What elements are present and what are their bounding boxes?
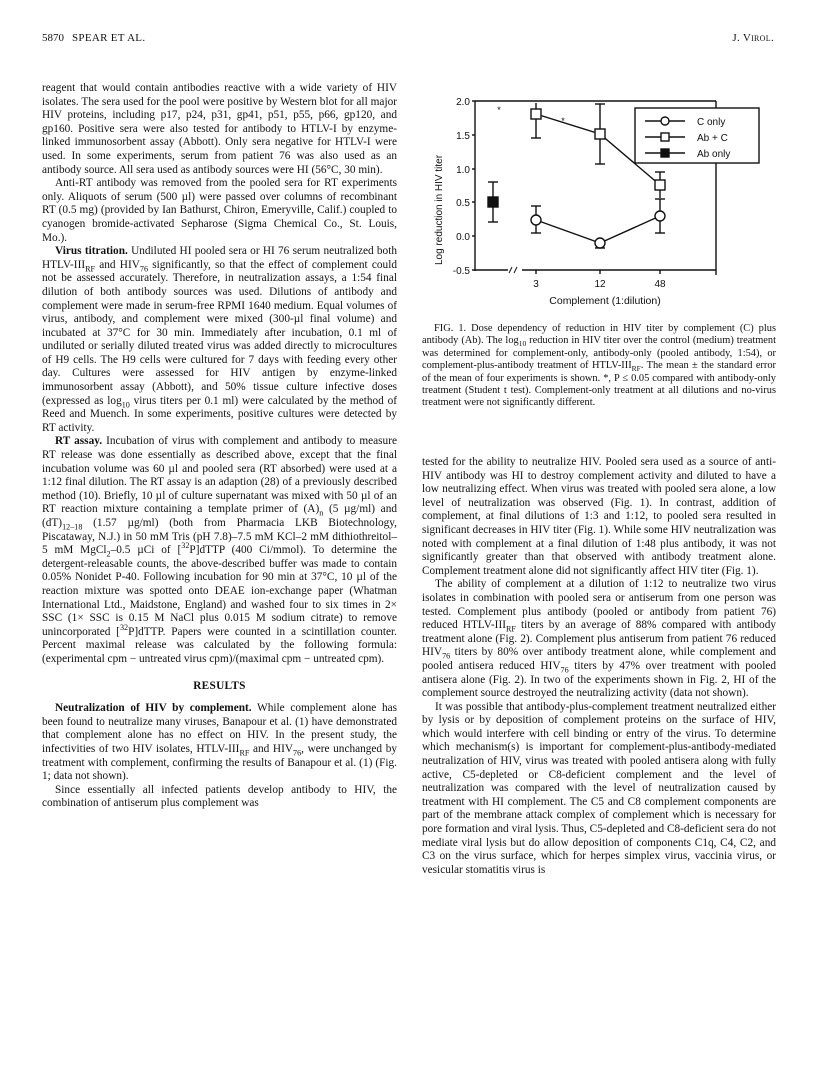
svg-text:0.0: 0.0 <box>456 232 470 243</box>
c-only-marker <box>655 211 665 221</box>
chart-legend <box>635 108 759 163</box>
c-only-marker <box>531 215 541 225</box>
caption-text: FIG. 1. Dose dependency of reduction in HIV titer by complement (C) plus antibody (Ab). The $\log_{10}$ reduction in HIV titer over the control (medium) treatment was determined for complement-only, antibody-only (pooled antibody, 1:54), or complement-plus-antibody treatment of HTLV-$III_{RF}$. The mean ± the standard error of the mean of four experiments is shown. *, P ≤ 0.05 compared with antibody-only treatment (Student t test). Complement-only treatment at all dilutions and no-virus treatment were not significantly different. <box>422 323 777 409</box>
x-axis-label: Complement (1:dilution) <box>549 295 661 307</box>
svg-text:12: 12 <box>594 279 606 290</box>
run-in-heading: Neutralization of HIV by complement. <box>55 702 252 715</box>
journal-name: J. Virol. <box>732 32 774 44</box>
svg-text:3: 3 <box>533 279 539 290</box>
running-header <box>42 32 774 48</box>
paragraph: Since essentially all infected patients develop antibody to HIV, the combination of antiserum plus complement was <box>42 783 397 810</box>
running-authors: SPEAR ET AL. <box>72 32 146 44</box>
svg-text:2.0: 2.0 <box>456 97 470 108</box>
paragraph: Neutralization of HIV by complement. While complement alone has been found to neutralize many viruses, Banapour et al. (1) have demonstrated that complement alone has no effect on HIV. In the present study, the infectivities of two HIV isolates, HTLV-$III_{RF}$ and $HIV_{76}$, were unchanged by treatment with complement, confirming the results of Banapour et al. (1) (Fig. 1; data not shown). <box>42 702 398 783</box>
legend-label: Ab only <box>697 149 731 160</box>
paragraph: Virus titration. Undiluted HI pooled sera or HI 76 serum neutralized both HTLV-$III_{RF}$ and $HIV_{76}$ significantly, so that the effect of complement could not be assessed accurately. Therefore, in neutralization assays, a 1:54 final dilution of both antibody sources was used. Dilutions of antibody and complement were made in serum-free RPMI 1640 medium. Equal volumes of virus, antibody, and complement were mixed (300-µl final volume) and incubated at 37°C for 30 min. Immediately after incubation, 0.1 ml of undiluted or serially diluted treated virus was added directly to microcultures of H9 cells. The H9 cells were cultured for 7 days with feeding every other day. Cultures were assessed for HIV antigen by enzyme-linked immunosorbent assay (Abbott), and 50% tissue culture infective doses (expressed as $\log_{10}$ virus titers per 0.1 ml) were calculated by the method of Reed and Muench. In some experiments, positive cultures were detected by RT activity. <box>42 245 397 434</box>
legend-label: C only <box>697 117 726 128</box>
paragraph: Anti-RT antibody was removed from the pooled sera for RT experiments only. Aliquots of serum (500 µl) were passed over columns of recombinant RT (0.5 mg) (provided by Ian Bathurst, Chiron, Emeryville, Calif.) coupled to cyanogen bromide-activated Sepharose (Sigma Chemical Co., St. Louis, Mo.). <box>42 177 397 244</box>
left-column <box>42 82 397 811</box>
significance-marker: * <box>561 116 565 126</box>
c-only-marker <box>595 238 605 248</box>
paragraph: The ability of complement at a dilution of 1:12 to neutralize two virus isolates in combination with pooled sera or antiserum from one person was tested. Complement plus antibody (pooled or antibody from patient 76) reduced HTLV-$III_{RF}$ titers by an average of 88% compared with antibody treatment alone (Fig. 2). Complement plus antiserum from patient 76 reduced $HIV_{76}$ titers by 80% over antibody treatment alone, while complement and pooled antisera reduced $HIV_{76}$ titers by 47% over treatment with pooled antisera alone (Fig. 2). In two of the experiments shown in Fig. 2, HI of the complement source destroyed the neutralizing activity (data not shown). <box>422 578 776 700</box>
paragraph: It was possible that antibody-plus-complement treatment neutralized either by lysis or by deposition of complement proteins on the surface of HIV, which would interfere with cell binding or entry of the virus. To determine which mechanism(s) is important for complement-plus-antibody-mediated neutralization of HIV, virus was treated with pooled antisera along with fully active, C5-depleted or C8-deficient complement and the level of neutralization was compared with the level of neutralization caused by treatment with HI complement. The C5 and C8 complement components are part of the membrane attack complex of complement which is necessary for pore formation and viral lysis. Thus, C5-depleted and C8-deficient sera do not mediate viral lysis but do allow deposition of components C1q, C4, C2, and C3 on the virus surface, which for herpes simplex virus, vaccinia virus, or vesicular stomatitis virus is <box>422 700 776 876</box>
legend-label: Ab + C <box>697 133 728 144</box>
run-in-heading: Virus titration. <box>55 245 128 258</box>
run-in-heading: RT assay. <box>55 435 103 448</box>
ab-plus-c-marker <box>595 129 605 139</box>
section-heading: RESULTS <box>193 679 246 692</box>
paragraph: RT assay. Incubation of virus with complement and antibody to measure RT release was done essentially as described above, except that the final incubation volume was 60 µl and pooled sera (RT absorbed) were used at a 1:12 final dilution. The RT assay is an adaption (28) of a previously described method (10). Briefly, 10 µl of culture supernatant was mixed with 50 µl of an RT reaction mixture containing a template primer of $(A)_n$ (5 µg/ml) and $(dT)_{12-18}$ (1.57 µg/ml) (both from Pharmacia LKB Biotechnology, Piscataway, N.J.) in 50 mM Tris (pH 7.8)–7.5 mM KCl–2 mM dithiothreitol–5 mM MgCl$_2$–0.5 µCi of [$^{32}$P]dTTP (400 Ci/mmol). To determine the detergent-releasable counts, the above-described buffer was made to contain 0.05% Nonidet P-40. Following incubation for 90 min at 37°C, 10 µl of the reaction mixture was spotted onto DEAE ion-exchange paper (Whatman International Ltd., Maidstone, England) and washed four to six times in 2× SSC (1× SSC is 0.15 M NaCl plus 0.015 M sodium citrate) to remove unincorporated [$^{32}$P]dTTP. Papers were counted in a scintillation counter. Percent maximal release was calculated by the following formula: (experimental cpm − untreated virus cpm)/(maximal cpm − untreated cpm). <box>42 435 397 665</box>
significance-marker: * <box>497 105 501 115</box>
paragraph: reagent that would contain antibodies reactive with a wide variety of HIV isolates. The sera used for the pool were positive by Western blot for all major HIV proteins, including p17, p24, p31, gp41, p51, p55, p66, gp120, and gp160. Positive sera were also tested for antibody to HTLV-I by enzyme-linked immunosorbent assay (Abbott). Only sera negative for HTLV-I were used. In some experiments, serum from patient 76 was also used as an antibody source. All sera used as antibody sources were HI (56°C, 30 min). <box>42 82 397 176</box>
y-axis-label: Log reduction in HIV titer <box>434 154 445 266</box>
svg-text:-0.5: -0.5 <box>452 266 470 277</box>
right-column <box>422 456 776 877</box>
ab-only-marker <box>488 197 498 207</box>
svg-text:48: 48 <box>654 279 666 290</box>
line-chart <box>430 90 760 320</box>
ab-plus-c-marker <box>531 109 541 119</box>
figure-1-chart <box>430 90 760 320</box>
figure-caption <box>422 323 776 410</box>
svg-text:1.0: 1.0 <box>456 165 470 176</box>
ab-plus-c-marker <box>655 180 665 190</box>
page-number: 5870 <box>42 32 64 44</box>
svg-text:0.5: 0.5 <box>456 198 470 209</box>
svg-text:1.5: 1.5 <box>456 131 470 142</box>
paragraph: tested for the ability to neutralize HIV. Pooled sera used as a source of anti-HIV antibody was HI to destroy complement activity and diluted to have a low neutralizing effect. When virus was treated with pooled sera alone, a low level of neutralization was observed (Fig. 1). In contrast, addition of complement, at final dilutions of 1:3 and 1:12, to pooled sera resulted in significant decreases in HIV titer (Fig. 1). While some HIV neutralization was noted with complement at a final dilution of 1:48 plus antibody, it was not significantly greater than that observed with antibody treatment alone. Complement treatment alone did not significantly affect HIV titer (Fig. 1). <box>422 456 776 577</box>
